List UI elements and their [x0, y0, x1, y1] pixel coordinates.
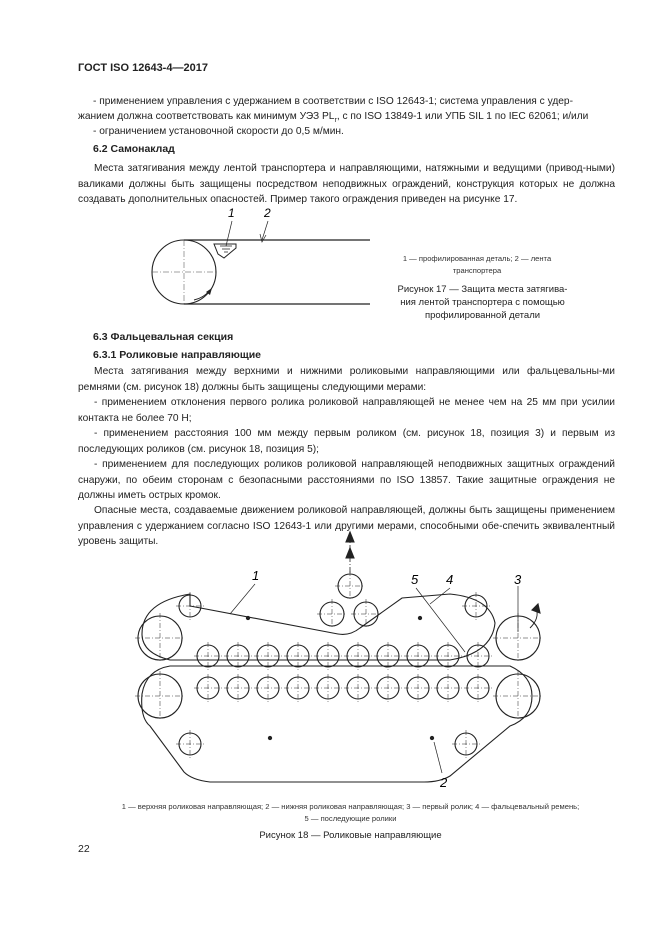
intro-line-2-b: , с по ISO 13849-1 или УПБ SIL 1 по IEC 62061; и/или	[336, 111, 589, 122]
figure-18-label-4: 4	[446, 572, 454, 587]
intro-line-2-sub: r	[334, 117, 337, 125]
up-arrow	[346, 532, 354, 542]
figure-17-label-1: 1	[228, 206, 235, 220]
figure-17-label-2: 2	[264, 206, 271, 220]
figure-18-caption: Рисунок 18 — Роликовые направляющие	[259, 830, 442, 841]
figure-18-legend	[78, 801, 623, 825]
center-dot	[418, 616, 421, 619]
figure-18-legend-line-2: 5 — последующие ролики	[304, 814, 397, 823]
center-dot	[246, 616, 249, 619]
section-6-3-paragraph-1: Места затягивания между верхними и нижними роликовыми направляющими или фальцевальны-ми ремнями (см. рисунок 18) должны быть защищены следующими мерами:	[78, 366, 615, 393]
intro-line-3: - ограничением установочной скорости до 0,5 м/мин.	[93, 126, 344, 137]
section-6-3-title: 6.3 Фальцевальная секция	[93, 331, 234, 343]
lower-guide-belt	[142, 666, 532, 782]
section-6-3-item-3: - применением для последующих роликов роликовой направляющей неподвижных защитных ограждений снаружи, по обеим сторонам с безопасными расстояниями по ISO 13857. Такие защитные ограждения не должны иметь острых кромок.	[78, 459, 615, 502]
section-6-3-item-1: - применением отклонения первого ролика роликовой направляющей не менее чем на 25 мм при усилии контакта не более 70 Н;	[78, 397, 615, 424]
figure-18-label-2: 2	[440, 775, 448, 790]
figure-17-caption-line-3: профилированной детали	[424, 310, 541, 321]
figure-18-drawing	[120, 528, 560, 798]
document-header: ГОСТ ISO 12643-4—2017	[78, 62, 208, 74]
page-number: 22	[78, 843, 90, 855]
figure-18-label-5: 5	[411, 572, 419, 587]
center-dot	[268, 736, 271, 739]
section-6-3-1-title: 6.3.1 Роликовые направляющие	[93, 349, 262, 361]
section-6-2-paragraph: Места затягивания между лентой транспортера и направляющими, натяжными и ведущими (привод-ными) валиками должны быть защищены посредством неподвижных ограждений, конструкция которых не должна создавать дополнительных опасностей. Пример такого ограждения приведен на рисунке 17.	[78, 163, 615, 206]
figure-17-legend-line-2: транспортера	[452, 266, 502, 275]
figure-17-legend-line-1: 1 — профилированная деталь; 2 — лента	[402, 254, 552, 263]
section-6-3-paragraph-2: Опасные места, создаваемые движением роликовой направляющей, должны быть защищены применением управления с удержанием согласно ISO 12643-1 или другими мерами, способными обе-спечить эквивалентный уровень защиты.	[78, 505, 615, 548]
figure-18-label-1: 1	[252, 568, 260, 583]
section-6-3-item-2: - применением расстояния 100 мм между первым роликом (см. рисунок 18, позиция 3) и первым из последующих роликов (см. рисунок 18, позиция 5);	[78, 428, 615, 455]
section-6-2-title: 6.2 Самонаклад	[93, 143, 175, 155]
intro-line-2-a: жанием должна соответствовать как минимум УЭЗ PL	[78, 111, 335, 122]
figure-17-legend	[392, 253, 562, 277]
center-dot	[430, 736, 433, 739]
figure-18-legend-line-1: 1 — верхняя роликовая направляющая; 2 — нижняя роликовая направляющая; 3 — первый ролик; 4 — фальцевальный ремень;	[121, 802, 580, 811]
figure-17-drawing	[140, 200, 380, 320]
figure-17-caption-line-1: Рисунок 17 — Защита места затягива-	[397, 284, 568, 295]
figure-18-label-3: 3	[514, 572, 522, 587]
figure-17-caption	[385, 283, 580, 322]
intro-line-1: - применением управления с удержанием в соответствии с ISO 12643-1; система управления с удер-	[93, 96, 573, 107]
figure-17-caption-line-2: ния лентой транспортера с помощью	[400, 297, 565, 308]
